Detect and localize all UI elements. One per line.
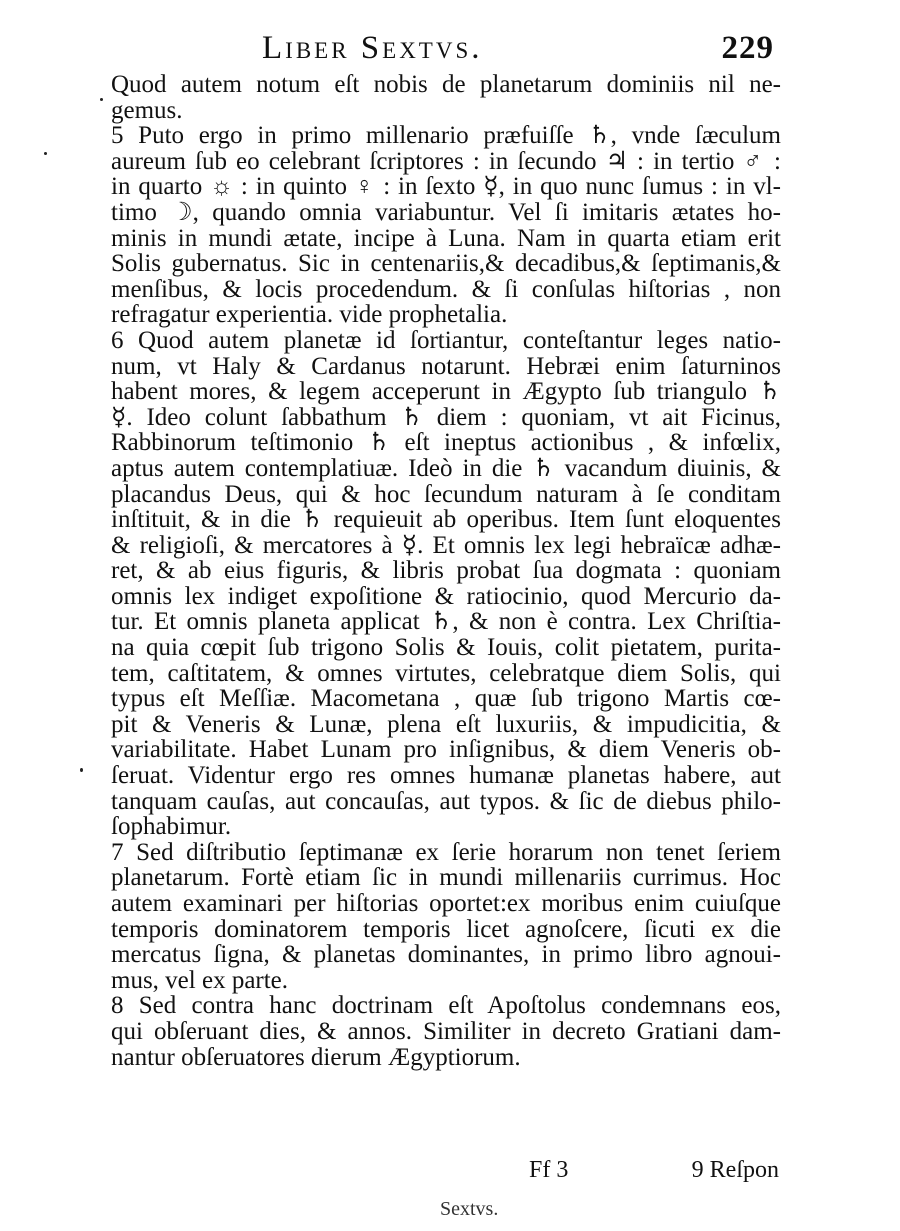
text-line: aptus autem contemplatiuæ. Ideò in die ♄ vacandum diuinis, &	[111, 454, 781, 482]
text-line: typus eſt Meſſiæ. Macometana , quæ ſub trigono Martis cœ-	[111, 685, 781, 713]
text-line: placandus Deus, qui & hoc ſecundum naturam à ſe conditam	[111, 480, 781, 508]
text-line: na quia cœpit ſub trigono Solis & Iouis, colit pietatem, purita-	[111, 634, 781, 662]
text-line: temporis dominatorem temporis licet agnoſcere, ſicuti ex die	[111, 915, 781, 943]
text-block	[111, 72, 781, 1070]
text-line: timo ☽, quando omnia variabuntur. Vel ſi imitaris ætates ho-	[111, 198, 781, 226]
text-line: inſtituit, & in die ♄ requieuit ab operibus. Item ſunt eloquentes	[111, 506, 781, 534]
ink-speck	[80, 768, 83, 772]
text-line: ſeruat. Videntur ergo res omnes humanæ planetas habere, aut	[111, 762, 781, 790]
ink-speck	[44, 152, 47, 155]
ink-speck	[100, 98, 103, 101]
text-line: nantur obſeruatores dierum Ægyptiorum.	[111, 1043, 521, 1071]
text-line: planetarum. Fortè etiam ſic in mundi millenariis currimus. Hoc	[111, 864, 781, 892]
text-line: 6 Quod autem planetæ id ſortiantur, conteſtantur leges natio-	[111, 326, 781, 354]
text-line: mus, vel ex parte.	[111, 966, 289, 994]
text-line: ſophabimur.	[111, 813, 232, 841]
text-line: Solis gubernatus. Sic in centenariis,& decadibus,& ſeptimanis,&	[111, 250, 781, 278]
text-line: mercatus ſigna, & planetas dominantes, in primo libro agnoui-	[111, 941, 781, 969]
text-line: Quod autem notum eſt nobis de planetarum dominiis nil ne-	[111, 71, 781, 98]
catchword: 9 Reſpon	[691, 1157, 779, 1183]
text-line: 5 Puto ergo in primo millenario præfuiſſe ♄, vnde ſæculum	[111, 122, 781, 150]
text-line: refragatur experientia. vide prophetalia.	[111, 301, 508, 329]
text-line: & religioſi, & mercatores à ☿. Et omnis lex legi hebraïcæ adhæ-	[111, 531, 781, 559]
text-line: ☿. Ideo colunt ſabbathum ♄ diem : quoniam, vt ait Ficinus,	[111, 403, 781, 431]
running-head: Liber Sextvs.	[262, 30, 483, 66]
text-line: tanquam cauſas, aut concauſas, aut typos. & ſic de diebus philo-	[111, 787, 781, 815]
text-line: omnis lex indiget expoſitione & ratiocinio, quod Mercurio da-	[111, 582, 781, 610]
bottom-running-mark: Sextvs.	[440, 1198, 499, 1220]
text-line: 8 Sed contra hanc doctrinam eſt Apoſtolus condemnans eos,	[111, 992, 781, 1020]
page-number: 229	[721, 30, 774, 66]
text-line: variabilitate. Habet Lunam pro inſignibus, & diem Veneris ob-	[111, 736, 781, 764]
signature-mark: Ff 3	[529, 1157, 569, 1183]
text-line: habent mores, & legem acceperunt in Ægypto ſub triangulo ♄	[111, 378, 781, 406]
text-line: tur. Et omnis planeta applicat ♄, & non è contra. Lex Chriſtia-	[111, 608, 781, 636]
text-line: ret, & ab eius figuris, & libris probat ſua dogmata : quoniam	[111, 557, 781, 585]
text-line: menſibus, & locis procedendum. & ſi conſulas hiſtorias , non	[111, 275, 781, 303]
text-line: minis in mundi ætate, incipe à Luna. Nam in quarta etiam erit	[111, 224, 781, 252]
text-line: num, vt Haly & Cardanus notarunt. Hebræi enim ſaturninos	[111, 352, 781, 380]
page-header	[110, 30, 780, 74]
text-line: aureum ſub eo celebrant ſcriptores : in ſecundo ♃ : in tertio ♂ :	[111, 147, 781, 175]
text-line: in quarto ☼ : in quinto ♀ : in ſexto ☿, in quo nunc ſumus : in vl-	[111, 173, 781, 201]
text-line: tem, caſtitatem, & omnes virtutes, celebratque diem Solis, qui	[111, 659, 781, 687]
text-line: gemus.	[111, 96, 183, 124]
page-footer	[111, 1157, 781, 1187]
text-line: 7 Sed diſtributio ſeptimanæ ex ſerie horarum non tenet ſeriem	[111, 838, 781, 866]
text-line: autem examinari per hiſtorias oportet:ex moribus enim cuiuſque	[111, 890, 781, 917]
text-line: pit & Veneris & Lunæ, plena eſt luxuriis, & impudicitia, &	[111, 710, 781, 738]
text-line: Rabbinorum teſtimonio ♄ eſt ineptus actionibus , & infœlix,	[111, 429, 781, 457]
text-line: qui obſeruant dies, & annos. Similiter in decreto Gratiani dam-	[111, 1017, 781, 1045]
